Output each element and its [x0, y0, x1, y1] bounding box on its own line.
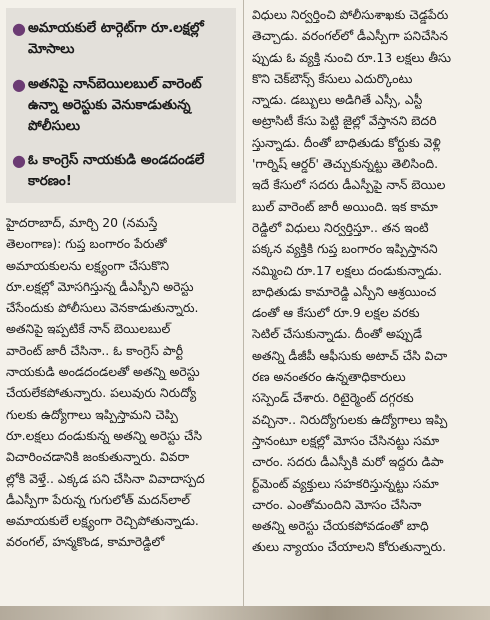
text-line: బాధితుడు కామారెడ్డి ఎస్పీని ఆశ్రయించ	[252, 283, 437, 299]
text-line: రెడ్డిలో విధులు నిర్వర్తిస్తూ.. తన ఇంటి	[252, 219, 429, 235]
right-column	[243, 0, 490, 620]
bullet-icon: ●	[12, 19, 26, 38]
text-line: చేయలేకపోతున్నారు. పలువురు నిరుద్యో	[6, 385, 197, 401]
text-line: చారం. సదరు డీఎస్పీకి మరో ఇద్దరు డిపా	[252, 454, 444, 470]
highlight-item	[12, 74, 230, 137]
text-line: అతన్ని డీజీపీ ఆఫీసుకు అటాచ్ చేసి విచా	[252, 347, 448, 363]
text-line: 'గార్నిష్ ఆర్డర్' తెచ్చుకున్నట్టు తెలిసింది.	[252, 156, 439, 172]
right-body-text	[252, 4, 484, 558]
text-line: సెటిల్ చేసుకున్నాడు. దీంతో అప్పుడే	[252, 326, 423, 342]
text-line: హైదరాబాద్, మార్చి 20 (నమస్తే	[6, 215, 158, 230]
text-line: నాయకుడి అండదండలతో అతన్ని అరెస్టు	[6, 364, 200, 380]
text-line: డంతో ఆ కేసులో రూ.9 లక్షల వరకు	[252, 305, 420, 321]
photo-edge-strip	[0, 606, 490, 620]
text-line: న్నాడు. డబ్బులు అడిగితే ఎస్సీ, ఎస్టీ	[252, 92, 423, 108]
bullet-icon: ●	[12, 75, 26, 94]
text-line: రూ.లక్షలు దండుకున్న అతన్ని అరెస్టు చేసి	[6, 427, 203, 443]
text-line: ఇదే కేసులో సదరు డీఎస్పీపై నాన్ బెయిల	[252, 177, 446, 193]
text-line: సస్పెండ్ చేశారు. రిటైర్మెంట్ దగ్గరకు	[252, 390, 414, 406]
text-line: బుల్ వారెంట్ జారీ అయింది. ఇక కామా	[252, 198, 438, 214]
text-line: తెలంగాణ): గుప్త బంగారం పేరుతో	[6, 236, 167, 252]
text-line: ప్పుడు ఓ వ్యక్తి నుంచి రూ.13 లక్షలు తీసు	[252, 49, 452, 65]
text-line: అమాయకులను లక్ష్యంగా చేసుకొని	[6, 257, 170, 273]
text-line: తులు న్యాయం చేయాలని కోరుతున్నారు.	[252, 539, 447, 555]
text-line: వరంగల్, హన్మకొండ, కామారెడ్డిలో	[6, 534, 165, 550]
text-line: చారం. ఎంతోమందిని మోసం చేసినా	[252, 496, 422, 512]
highlights-box	[6, 8, 236, 203]
highlight-item	[12, 18, 230, 60]
highlight-item	[12, 150, 230, 192]
highlight-text: అమాయకులే టార్గెట్‌గా రూ.లక్షల్లో మోసాలు	[28, 20, 204, 57]
text-line: విధులు నిర్వర్తించి పోలీసుశాఖకు చెడ్డపేరు	[252, 7, 449, 22]
text-line: అతనిపై ఇప్పటికే నాన్ బెయిలబుల్	[6, 321, 171, 337]
text-line: విచారించడానికి జంకుతున్నారు. వివరా	[6, 449, 190, 465]
text-line: స్తున్నాడు. దీంతో బాధితుడు కోర్టుకు వెళ్లి	[252, 134, 441, 150]
text-line: నమ్మించి రూ.17 లక్షలు దండుకున్నాడు.	[252, 262, 443, 278]
left-column	[0, 0, 243, 620]
text-line: స్తానంటూ లక్షల్లో మోసం చేసినట్టు సమా	[252, 432, 440, 448]
text-line: వారెంట్ జారీ చేసినా.. ఓ కాంగ్రెస్ పార్టీ	[6, 342, 184, 358]
bullet-icon: ●	[12, 151, 26, 170]
text-line: చేసేందుకు పోలీసులు వెనకాడుతున్నారు.	[6, 300, 199, 316]
text-line: రూ.లక్షల్లో మోసగిస్తున్న డీఎస్పీని అరెస్టు	[6, 278, 194, 294]
text-line: అతన్ని అరెస్టు చేయకపోవడంతో బాధి	[252, 518, 429, 534]
text-line: వచ్చినా.. నిరుద్యోగులకు ఉద్యోగాలు ఇప్పి	[252, 411, 448, 427]
text-line: గులకు ఉద్యోగాలు ఇప్పిస్తామని చెప్పి	[6, 406, 178, 422]
left-body-text	[6, 212, 238, 553]
text-line: డీఎస్పీగా పేరున్న గుగులోత్ మదన్‌లాల్	[6, 491, 190, 507]
highlight-text: ఓ కాంగ్రెస్ నాయకుడి అండదండలే కారణం!	[28, 152, 205, 189]
text-line: తెచ్చాడు. వరంగల్‌లో డీఎస్పీగా పనిచేసిన	[252, 28, 448, 44]
highlight-text: అతనిపై నాన్‌బెయిలబుల్ వారెంట్ ఉన్నా అరెస్టుకు వెనుకాడుతున్న పోలీసులు	[28, 76, 202, 134]
text-line: అట్రాసిటీ కేసు పెట్టి జైల్లో వేస్తానని బెదరి	[252, 113, 437, 129]
text-line: ర్ట్‌మెంట్ వ్యక్తులు సహకరిస్తున్నట్టు సమా	[252, 475, 439, 491]
text-line: కొని చెక్‌బౌన్స్ కేసులు ఎదుర్కొంటు	[252, 70, 413, 86]
text-line: అమాయకులే లక్ష్యంగా రెచ్చిపోతున్నాడు.	[6, 513, 199, 529]
text-line: పక్కన వ్యక్తికి గుప్త బంగారం ఇప్పిస్తానని	[252, 241, 438, 257]
text-line: రణ అనంతరం ఉన్నతాధికారులు	[252, 369, 406, 385]
text-line: ల్లోకి వెళ్తే.. ఎక్కడ పని చేసినా వివాదాస్పద	[6, 470, 205, 486]
